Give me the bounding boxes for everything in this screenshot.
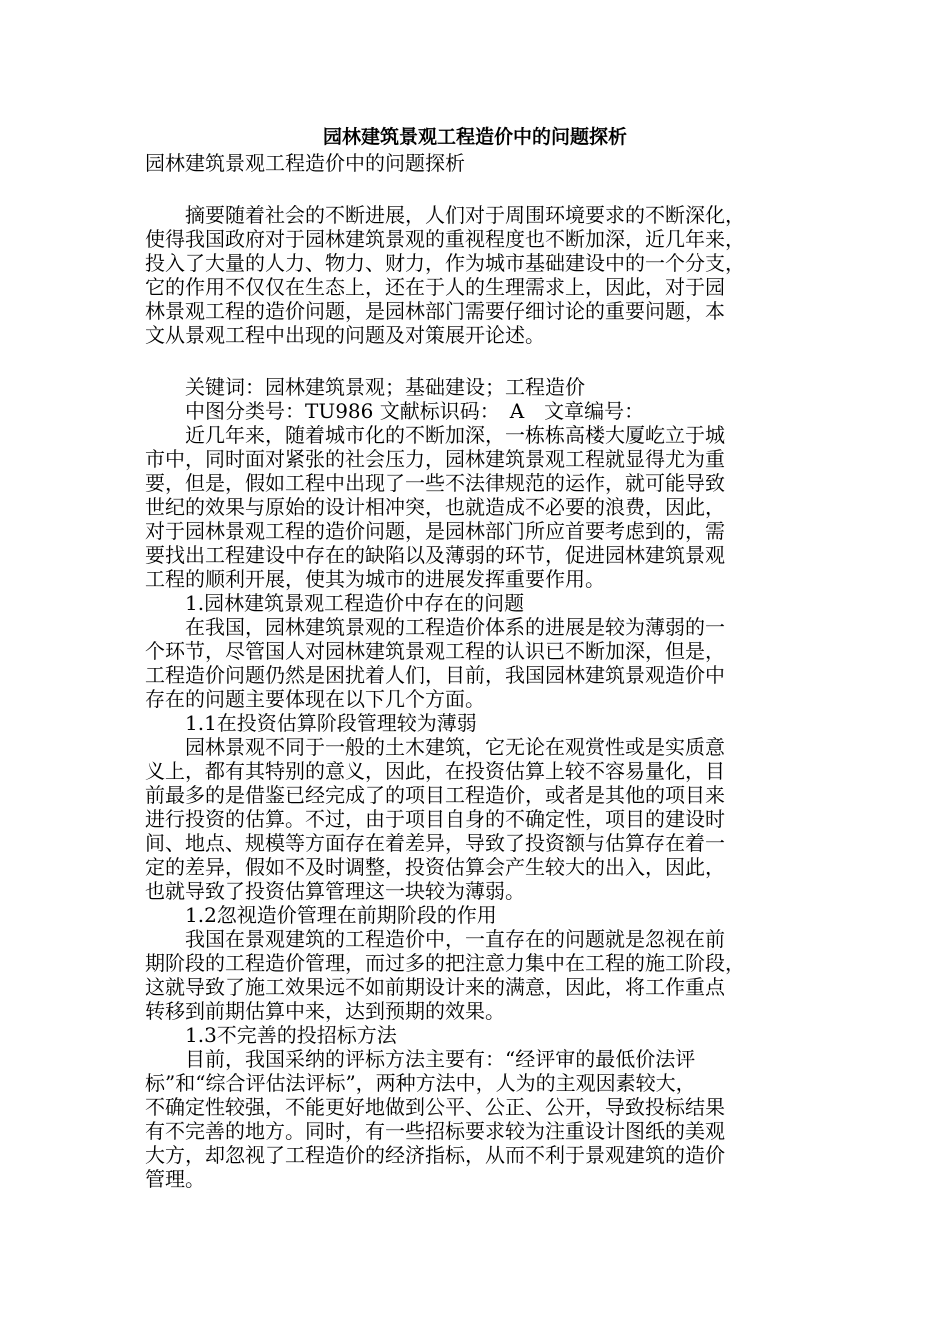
text-line: 园林建筑景观工程造价中的问题探析 — [145, 151, 465, 175]
section-heading: 1.2忽视造价管理在前期阶段的作用 — [145, 903, 497, 927]
text-line: 文从景观工程中出现的问题及对策展开论述。 — [145, 323, 545, 347]
text-line: 前最多的是借鉴已经完成了的项目工程造价，或者是其他的项目来 — [145, 783, 725, 807]
text-line: 标”和“综合评估法评标”，两种方法中，人为的主观因素较大， — [145, 1071, 696, 1095]
text-line: 工程的顺利开展，使其为城市的进展发挥重要作用。 — [145, 567, 605, 591]
section-heading: 1.1在投资估算阶段管理较为薄弱 — [145, 711, 477, 735]
section-heading: 1.3不完善的投招标方法 — [145, 1023, 397, 1047]
text-line: 林景观工程的造价问题，是园林部门需要仔细讨论的重要问题，本 — [145, 299, 725, 323]
text-line: 要，但是，假如工程中出现了一些不法律规范的运作，就可能导致 — [145, 471, 725, 495]
text-line: 间、地点、规模等方面存在着差异，导致了投资额与估算存在着一 — [145, 831, 725, 855]
text-line: 有不完善的地方。同时，有一些招标要求较为注重设计图纸的美观 — [145, 1119, 725, 1143]
text-line: 近几年来，随着城市化的不断加深，一栋栋高楼大厦屹立于城 — [145, 423, 725, 447]
text-line: 进行投资的估算。不过，由于项目自身的不确定性，项目的建设时 — [145, 807, 725, 831]
text-line: 个环节，尽管国人对园林建筑景观工程的认识已不断加深，但是， — [145, 639, 725, 663]
text-line: 工程造价问题仍然是困扰着人们，目前，我国园林建筑景观造价中 — [145, 663, 725, 687]
text-line: 对于园林景观工程的造价问题，是园林部门所应首要考虑到的，需 — [145, 519, 725, 543]
text-line: 摘要随着社会的不断进展，人们对于周围环境要求的不断深化， — [145, 203, 745, 227]
text-line: 期阶段的工程造价管理，而过多的把注意力集中在工程的施工阶段， — [145, 951, 745, 975]
text-line: 目前，我国采纳的评标方法主要有：“经评审的最低价法评 — [145, 1047, 696, 1071]
text-line: 管理。 — [145, 1167, 205, 1191]
text-line: 我国在景观建筑的工程造价中，一直存在的问题就是忽视在前 — [145, 927, 725, 951]
text-line: 使得我国政府对于园林建筑景观的重视程度也不断加深，近几年来， — [145, 227, 745, 251]
text-line: 关键词：园林建筑景观；基础建设；工程造价 — [145, 375, 585, 399]
text-line: 园林景观不同于一般的土木建筑，它无论在观赏性或是实质意 — [145, 735, 725, 759]
text-line: 市中，同时面对紧张的社会压力，园林建筑景观工程就显得尤为重 — [145, 447, 725, 471]
text-line: 在我国，园林建筑景观的工程造价体系的进展是较为薄弱的一 — [145, 615, 725, 639]
text-line: 世纪的效果与原始的设计相冲突，也就造成不必要的浪费，因此， — [145, 495, 725, 519]
text-line: 中图分类号：TU986 文献标识码： A 文章编号： — [145, 399, 645, 423]
text-line: 不确定性较强，不能更好地做到公平、公正、公开，导致投标结果 — [145, 1095, 725, 1119]
text-line: 义上，都有其特别的意义，因此，在投资估算上较不容易量化，目 — [145, 759, 725, 783]
text-line: 大方，却忽视了工程造价的经济指标，从而不利于景观建筑的造价 — [145, 1143, 725, 1167]
text-line: 转移到前期估算中来，达到预期的效果。 — [145, 999, 505, 1023]
text-line: 也就导致了投资估算管理这一块较为薄弱。 — [145, 879, 525, 903]
text-line: 这就导致了施工效果远不如前期设计来的满意，因此，将工作重点 — [145, 975, 725, 999]
text-line: 要找出工程建设中存在的缺陷以及薄弱的环节，促进园林建筑景观 — [145, 543, 725, 567]
text-line: 投入了大量的人力、物力、财力，作为城市基础建设中的一个分支， — [145, 251, 745, 275]
document-title: 园林建筑景观工程造价中的问题探析 — [322, 126, 627, 148]
section-heading: 1.园林建筑景观工程造价中存在的问题 — [145, 591, 525, 615]
text-line: 存在的问题主要体现在以下几个方面。 — [145, 687, 485, 711]
text-line: 定的差异，假如不及时调整，投资估算会产生较大的出入，因此， — [145, 855, 725, 879]
text-line: 它的作用不仅仅在生态上，还在于人的生理需求上，因此，对于园 — [145, 275, 725, 299]
